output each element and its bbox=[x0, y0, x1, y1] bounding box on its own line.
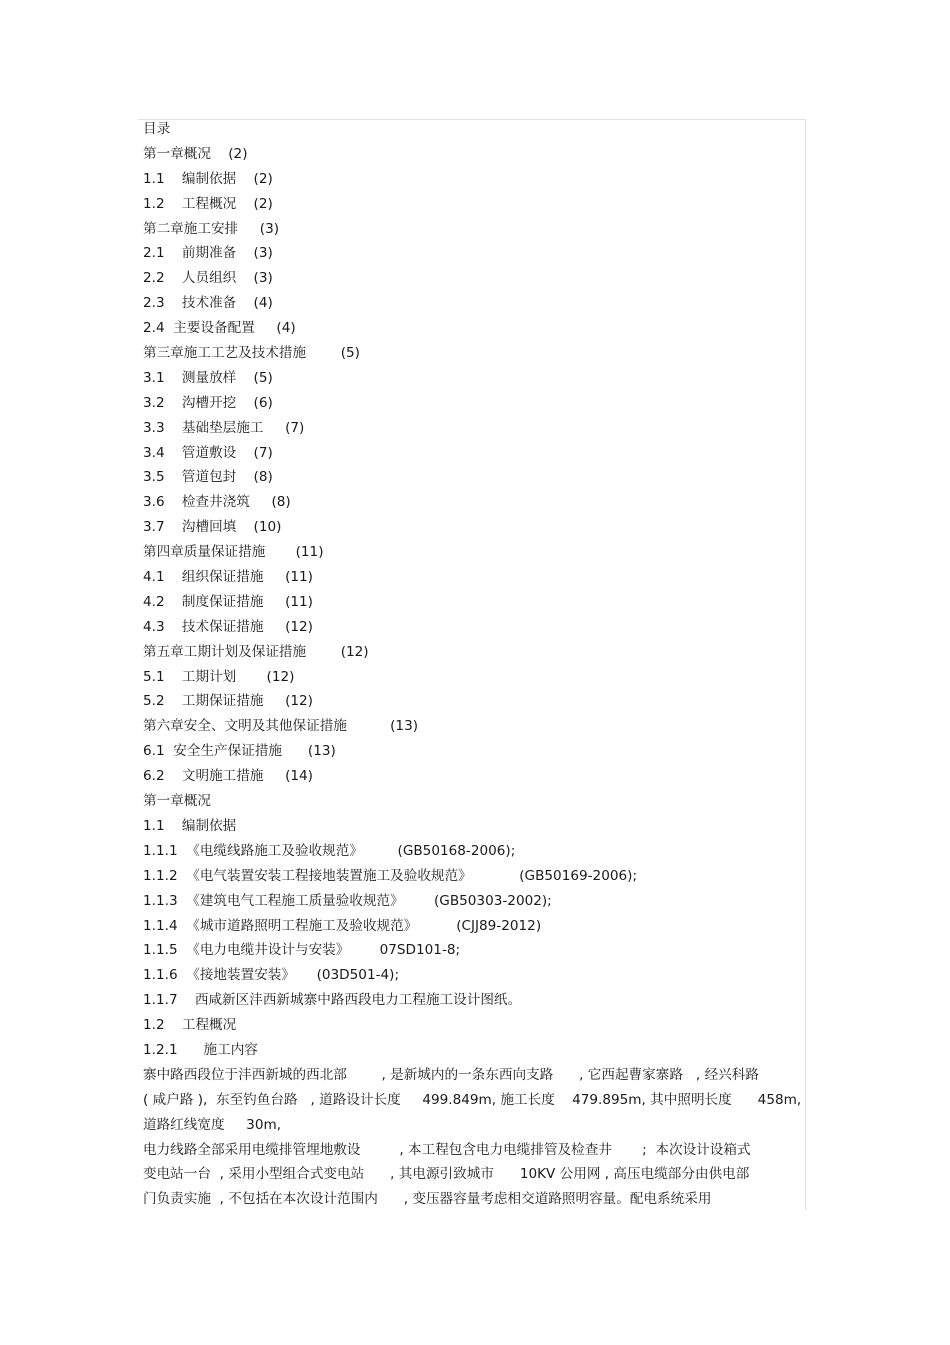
toc-item[interactable]: 1.2 工程概况 (2) bbox=[143, 195, 273, 212]
toc-item[interactable]: 第二章施工安排 (3) bbox=[143, 220, 280, 237]
toc-item[interactable]: 4.2 制度保证措施 (11) bbox=[143, 593, 313, 610]
toc-item[interactable]: 2.4 主要设备配置 (4) bbox=[143, 320, 296, 337]
toc-item[interactable]: 5.1 工期计划 (12) bbox=[143, 668, 295, 685]
paragraph-power-lines bbox=[143, 1138, 808, 1213]
chapter-one-section bbox=[143, 789, 808, 1063]
paragraph-line: 电力线路全部采用电缆排管埋地敷设 , 本工程包含电力电缆排管及检查井 ; 本次设计设箱式 bbox=[143, 1141, 751, 1158]
paragraph-line: 门负责实施 , 不包括在本次设计范围内 , 变压器容量考虑相交道路照明容量。配电系统采用 bbox=[143, 1191, 712, 1208]
toc-item[interactable]: 4.1 组织保证措施 (11) bbox=[143, 569, 313, 586]
paragraph-line: 变电站一台 , 采用小型组合式变电站 , 其电源引致城市 10KV 公用网 , 高压电缆部分由供电部 bbox=[143, 1166, 750, 1183]
toc-item[interactable]: 5.2 工期保证措施 (12) bbox=[143, 693, 313, 710]
toc-item[interactable]: 1.1 编制依据 (2) bbox=[143, 170, 273, 187]
table-of-contents bbox=[143, 142, 808, 789]
section-heading: 1.2 工程概况 bbox=[143, 1017, 237, 1034]
paragraph-line: 道路红线宽度 30m, bbox=[143, 1116, 282, 1133]
toc-item[interactable]: 第三章施工工艺及技术措施 (5) bbox=[143, 345, 360, 362]
toc-item[interactable]: 6.2 文明施工措施 (14) bbox=[143, 768, 313, 785]
chapter-heading: 第一章概况 bbox=[143, 793, 211, 810]
toc-item[interactable]: 第六章安全、文明及其他保证措施 (13) bbox=[143, 718, 419, 735]
reference-item: 1.1.5 《电力电缆井设计与安装》 07SD101-8; bbox=[143, 942, 461, 959]
toc-item[interactable]: 3.2 沟槽开挖 (6) bbox=[143, 394, 273, 411]
reference-item: 1.1.1 《电缆线路施工及验收规范》 (GB50168-2006); bbox=[143, 842, 516, 859]
reference-item: 1.1.6 《接地装置安装》 (03D501-4); bbox=[143, 967, 400, 984]
toc-item[interactable]: 3.5 管道包封 (8) bbox=[143, 469, 273, 486]
paragraph-line: 寨中路西段位于沣西新城的西北部 , 是新城内的一条东西向支路 , 它西起曹家寨路 , 经兴科路 bbox=[143, 1066, 759, 1083]
toc-item[interactable]: 2.2 人员组织 (3) bbox=[143, 270, 273, 287]
document-body bbox=[143, 117, 808, 1212]
toc-item[interactable]: 2.3 技术准备 (4) bbox=[143, 295, 273, 312]
paragraph-line: ( 咸户路 ), 东至钓鱼台路 , 道路设计长度 499.849m, 施工长度 479.895m, 其中照明长度 458m, bbox=[143, 1091, 802, 1108]
toc-item[interactable]: 2.1 前期准备 (3) bbox=[143, 245, 273, 262]
toc-item[interactable]: 3.6 检查井浇筑 (8) bbox=[143, 494, 291, 511]
toc-item[interactable]: 第一章概况 (2) bbox=[143, 145, 248, 162]
toc-item[interactable]: 3.4 管道敷设 (7) bbox=[143, 444, 273, 461]
section-heading: 1.1 编制依据 bbox=[143, 817, 237, 834]
toc-item[interactable]: 3.3 基础垫层施工 (7) bbox=[143, 419, 305, 436]
toc-item[interactable]: 第五章工期计划及保证措施 (12) bbox=[143, 643, 369, 660]
toc-item[interactable]: 第四章质量保证措施 (11) bbox=[143, 544, 324, 561]
toc-title: 目录 bbox=[143, 121, 171, 137]
reference-item: 1.1.4 《城市道路照明工程施工及验收规范》 (CJJ89-2012) bbox=[143, 917, 542, 934]
toc-item[interactable]: 6.1 安全生产保证措施 (13) bbox=[143, 743, 336, 760]
toc-item[interactable]: 4.3 技术保证措施 (12) bbox=[143, 618, 313, 635]
paragraph-project-location bbox=[143, 1063, 808, 1138]
toc-item[interactable]: 3.1 测量放样 (5) bbox=[143, 369, 273, 386]
reference-item: 1.1.7 西咸新区沣西新城寨中路西段电力工程施工设计图纸。 bbox=[143, 992, 522, 1009]
subsection-heading: 1.2.1 施工内容 bbox=[143, 1041, 258, 1058]
toc-item[interactable]: 3.7 沟槽回填 (10) bbox=[143, 519, 282, 536]
reference-item: 1.1.2 《电气装置安装工程接地装置施工及验收规范》 (GB50169-2006); bbox=[143, 867, 638, 884]
reference-item: 1.1.3 《建筑电气工程施工质量验收规范》 (GB50303-2002); bbox=[143, 892, 552, 909]
